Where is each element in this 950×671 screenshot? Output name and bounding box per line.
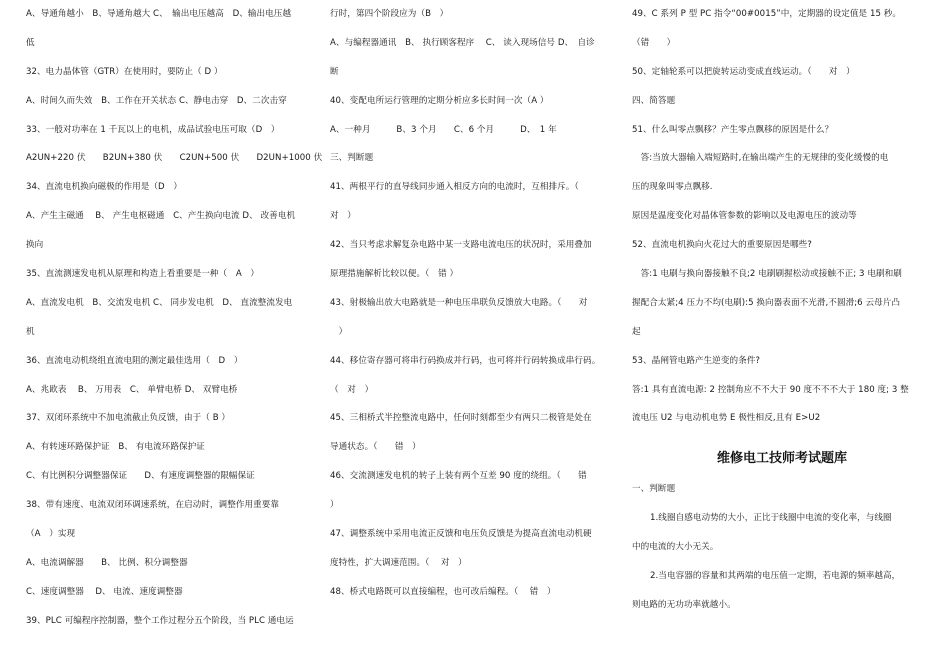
text-line: 中的电流的大小无关。 bbox=[632, 542, 719, 553]
text-line: 37、双闭环系统中不加电流截止负反馈，由于（ B ） bbox=[26, 413, 231, 424]
text-line: 46、交流测速发电机的转子上装有两个互差 90 度的绕组。（ 错 bbox=[330, 471, 587, 482]
text-line: 53、晶闸管电路产生逆变的条件? bbox=[632, 355, 761, 366]
text-line: 换向 bbox=[26, 240, 44, 251]
text-line: 36、直流电动机绕组直流电阻的测定最佳选用（ D ） bbox=[26, 355, 243, 366]
text-line: 答:当放大器输入端短路时,在输出端产生的无规律的变化缓慢的电 bbox=[632, 153, 889, 164]
text-line: 32、电力晶体管（GTR）在使用时，要防止（ D ） bbox=[26, 66, 223, 77]
text-line: 49、C 系列 P 型 PC 指令“00#0015”中，定期器的设定值是 15 秒。 bbox=[632, 9, 902, 19]
text-line: 断 bbox=[330, 66, 339, 77]
text-line: 50、定轴轮系可以把旋转运动变成直线运动。（ 对 ） bbox=[632, 66, 855, 77]
text-line: 41、两根平行的直导线同步通入相反方向的电流时，互相排斥。（ bbox=[330, 182, 579, 193]
column-3-bottom-lines bbox=[632, 475, 932, 619]
text-line: 51、什么叫零点飘移？产生零点飘移的原因是什么？ bbox=[632, 124, 834, 135]
text-line: A、兆欧表 B、 万用表 C、 单臂电桥 D、 双臂电桥 bbox=[26, 384, 238, 395]
column-3-top-lines bbox=[632, 0, 932, 433]
text-line: A、电流调解器 B、 比例、积分调整器 bbox=[26, 557, 188, 568]
text-line: A、导通角越小 B、导通角越大 C、 输出电压越高 D、输出电压越 bbox=[26, 9, 292, 19]
text-line: 34、直流电机换向磁极的作用是（D ） bbox=[26, 182, 183, 193]
section-heading: 维修电工技师考试题库 bbox=[716, 451, 847, 467]
text-line: 44、移位寄存器可将串行码换成并行码，也可将并行码转换成串行码。 bbox=[330, 355, 601, 366]
text-line: A、有转速环路保护证 B、 有电流环路保护证 bbox=[26, 442, 205, 453]
text-line: 对 ） bbox=[330, 211, 356, 222]
text-line: 1.线圈自感电动势的大小，正比于线圈中电流的变化率，与线圈 bbox=[650, 513, 892, 524]
text-line: A、直流发电机 B、交流发电机 C、 同步发电机 D、 直流整流发电 bbox=[26, 297, 293, 308]
text-line: 38、带有速度、电流双闭环调速系统，在启动时，调整作用重要靠 bbox=[26, 500, 280, 511]
text-line: 低 bbox=[26, 37, 35, 48]
text-line: 52、直流电机换向火花过大的重要原因是哪些? bbox=[632, 240, 812, 251]
text-line: A、时间久而失效 B、工作在开关状态 C、静电击穿 D、二次击穿 bbox=[26, 95, 287, 106]
text-line: 原理措施解析比较以便。（ 错 ） bbox=[330, 269, 459, 280]
text-line: 43、射极输出放大电路就是一种电压串联负反馈放大电路。（ 对 bbox=[330, 297, 588, 308]
text-line: A、一种月 B、3 个月 C、6 个月 D、 1 年 bbox=[330, 124, 557, 135]
text-line: 答:1 电刷与换向器接触不良;2 电刷刷握松动或接触不正; 3 电刷和刷 bbox=[632, 269, 902, 280]
text-line: 39、PLC 可编程序控制器，整个工作过程分五个阶段，当 PLC 通电运 bbox=[26, 615, 294, 626]
text-column-2 bbox=[330, 0, 624, 607]
text-line: 33、一般对功率在 1 千瓦以上的电机，成品试验电压可取（D ） bbox=[26, 124, 280, 135]
text-line: 答:1 具有直流电源: 2 控制角应不不大于 90 度不不不大于 180 度; 3 整 bbox=[632, 384, 909, 395]
text-line: 导通状态。（ 错 ） bbox=[330, 442, 421, 453]
text-line: 42、当只考虑求解复杂电路中某一支路电流电压的状况时，采用叠加 bbox=[330, 240, 592, 251]
text-line: 40、变配电所运行管理的定期分析应多长时间一次（A ） bbox=[330, 95, 549, 106]
text-line: 47、调整系统中采用电流正反馈和电压负反馈是为提高直流电动机硬 bbox=[330, 529, 592, 540]
text-line: ） bbox=[330, 326, 348, 337]
text-line: 35、直流测速发电机从原理和构造上看重要是一种（ A ） bbox=[26, 269, 260, 280]
text-column-3 bbox=[632, 0, 932, 620]
text-line: 流电压 U2 与电动机电势 E 极性相反,且有 E>U2 bbox=[632, 413, 821, 424]
text-line: 行时，第四个阶段应为（B ） bbox=[330, 9, 449, 19]
text-line: 一、判断题 bbox=[632, 484, 676, 495]
text-line: 2.当电容器的容量和其两端的电压值一定期，若电源的频率越高， bbox=[650, 571, 901, 582]
text-line: A、与编程器通讯 B、 执行顾客程序 C、 读入现场信号 D、 自诊 bbox=[330, 37, 595, 48]
text-line: 握配合太紧;4 压力不均(电刷):5 换向器表面不光滑,不圆滑;6 云母片凸 bbox=[632, 297, 901, 308]
text-line: A、产生主磁通 B、 产生电枢磁通 C、产生换向电流 D、 改善电机 bbox=[26, 211, 296, 222]
text-line: 原因是温度变化对晶体管参数的影响以及电源电压的波动等 bbox=[632, 211, 857, 222]
text-line: ） bbox=[330, 500, 339, 511]
text-line: （A ）实现 bbox=[26, 529, 76, 540]
text-line: A2UN+220 伏 B2UN+380 伏 C2UN+500 伏 D2UN+1000 伏 bbox=[26, 153, 322, 164]
text-line: （错 ） bbox=[632, 37, 676, 48]
text-line: C、速度调整器 D、 电流、速度调整器 bbox=[26, 586, 183, 597]
text-line: 48、桥式电路既可以直接编程，也可改后编程。（ 错 ） bbox=[330, 586, 556, 597]
text-line: 则电路的无功功率就越小。 bbox=[632, 599, 736, 610]
text-line: 三、判断题 bbox=[330, 153, 374, 164]
text-line: C、有比例积分调整器保证 D、有速度调整器的限幅保证 bbox=[26, 471, 255, 482]
text-line: 度特性，扩大调速范围。（ 对 ） bbox=[330, 557, 467, 568]
text-column-1 bbox=[26, 0, 322, 636]
text-line: （ 对 ） bbox=[330, 384, 374, 395]
text-line: 压的现象叫零点飘移. bbox=[632, 182, 713, 193]
text-line: 45、三相桥式半控整流电路中，任何时刻都至少有两只二极管是处在 bbox=[330, 413, 592, 424]
text-line: 四、简答题 bbox=[632, 95, 676, 106]
text-line: 起 bbox=[632, 326, 641, 337]
text-line: 机 bbox=[26, 326, 35, 337]
